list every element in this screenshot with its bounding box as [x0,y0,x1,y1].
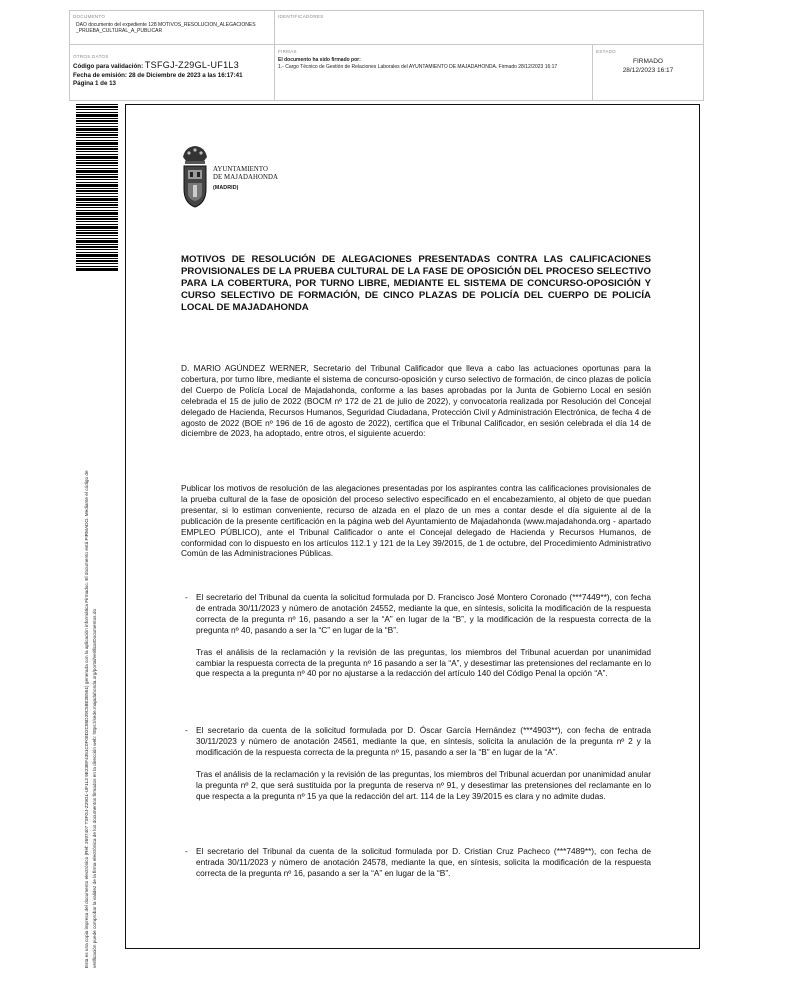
side-verification-text-2: verificación puede comprobar la validez de la firma electrónica de los documentos firmados en la dirección web: https://sede.majadahonda.org/portal/verificarDocumentos.do [92,608,97,968]
certification-paragraph: D. MARIO AGÚNDEZ WERNER, Secretario del Tribunal Calificador que lleva a cabo las actuaciones oportunas para la cobertura, por turno libre, mediante el sistema de concurso-oposición y curso selectivo de formación, de cinco plazas de policía del Cuerpo de Policía Local de Majadahonda, conforme a las bases aprobadas por la Junta de Gobierno Local en sesión celebrada el 15 de julio de 2022 (BOCM nº 172 de 21 de julio de 2022), y convocatoria realizada por Resolución del Concejal delegado de Hacienda, Recursos Humanos, Seguridad Ciudadana, Protección Civil y Administración Electrónica, de fecha 4 de agosto de 2022 (BOE nº 196 de 16 de agosto de 2022), certifica que el Tribunal Calificador, en sesión celebrada el día 14 de diciembre de 2023, ha adoptado, entre otros, el siguiente acuerdo: [181,363,651,439]
list-item-dash: - [185,592,188,602]
header-identificadores-box [274,10,704,45]
estado-date: 28/12/2023 16:17 [622,67,674,74]
firmas-label: FIRMAS [278,49,297,54]
document-title: MOTIVOS DE RESOLUCIÓN DE ALEGACIONES PRESENTADAS CONTRA LAS CALIFICACIONES PROVISIONALES DE LA PRUEBA CULTURAL DE LA FASE DE OPOSICIÓN DEL PROCESO SELECTIVO PARA LA COBERTURA, POR TURNO LIBRE, MEDIANTE EL SISTEMA DE CONCURSO-OPOSICIÓN Y CURSO SELECTIVO DE FORMACIÓN, DE CINCO PLAZAS DE POLICÍA DEL CUERPO DE POLICÍA LOCAL DE MAJADAHONDA [181,254,651,313]
list-item-resolution: Tras el análisis de la reclamación y la revisión de las preguntas, los miembros del Tribunal acuerdan por unanimidad cambiar la respuesta correcta de la pregunta nº 16 pasando a ser la “A”, y desestimar las pretensiones del reclamante en lo que respecta a la pregunta nº 40 por no ajustarse a la redacción del artículo 140 del Código Penal la opción “A”. [196,646,651,679]
list-item [181,725,651,801]
logo-line-3: (MADRID) [213,185,239,191]
estado-value: FIRMADO [633,58,663,65]
side-verification-text-1: Esta es una copia impresa del documento electrónico (Ref: 2697407 TSFGJ-Z29GL-UF1L3 9E23EF4351C0F08D2C85D29C58E2E551) generada con la aplicación informática Firmadoc. El documento está FIRMADO. Mediante el código de [84,470,89,968]
list-item-dash: - [185,846,188,856]
list-item [181,592,651,679]
otros-datos-label: OTROS DATOS [73,54,109,59]
documento-label: DOCUMENTO [73,14,106,19]
coat-of-arms-icon [180,143,210,210]
list-item [181,846,651,879]
firmas-detail: 1.- Cargo Técnico de Gestión de Relaciones Laborales del AYUNTAMIENTO DE MAJADAHONDA. Firmado 28/12/2023 16:17 [278,64,558,70]
header-firmas-box [274,44,593,101]
list-item-resolution: Tras el análisis de la reclamación y la revisión de las preguntas, los miembros del Tribunal acuerdan por unanimidad anular la pregunta nº 2, que será sustituida por la pregunta de reserva nº 91, y desestimar las pretensiones del reclamante en lo que respecta a la pregunta nº 15 ya que la redacción del art. 114 de la Ley 39/2015 es clara y no admite dudas. [196,768,651,801]
list-item-text: El secretario del Tribunal da cuenta de la solicitud formulada por D. Cristian Cruz Pacheco (***7489**), con fecha de entrada 30/11/2023 y número de anotación 24578, mediante la que, en síntesis, solicita la modificación de la respuesta correcta de la pregunta nº 16, pasando a ser la “A” en lugar de la “B”. [196,846,651,878]
codigo-validacion [73,61,239,71]
logo-line-2: DE MAJADAHONDA [213,174,279,181]
list-item-text: El secretario da cuenta de la solicitud formulada por D. Óscar García Hernández (***4903**), con fecha de entrada 30/11/2023 y número de anotación 24561, mediante la que, en síntesis, solicita la anulación de la pregunta nº 2 y la modificación de la respuesta correcta de la pregunta nº 15, pasando a ser la “B” en lugar de la “A”. [196,725,651,757]
list-item-text: El secretario del Tribunal da cuenta la solicitud formulada por D. Francisco José Montero Coronado (***7449**), con fecha de entrada 30/11/2023 y número de anotación 24552, mediante la que, en síntesis, solicita la modificación de la respuesta correcta de la pregunta nº 16, pasando a ser la “A” en lugar de la “B”, y la modificación de la respuesta correcta de la pregunta nº 40, pasando a ser la “C” en lugar de la “B”. [196,592,651,635]
codigo-validacion-value: TSFGJ-Z29GL-UF1L3 [144,60,239,70]
codigo-validacion-label: Código para validación: [73,63,144,70]
firmas-intro: El documento ha sido firmado por: [278,57,361,63]
fecha-emision: Fecha de emisión: 28 de Diciembre de 2023 a las 16:17:41 [73,72,243,79]
estado-label: ESTADO [596,49,616,54]
agreement-paragraph: Publicar los motivos de resolución de las alegaciones presentadas por los aspirantes contra las calificaciones provisionales de la prueba cultural de la fase de oposición del proceso selectivo especificado en el encabezamiento, al objeto de que puedan presentar, si lo estiman conveniente, recurso de alzada en el plazo de un mes a contar desde el día siguiente al de la publicación de la presente certificación en la página web del Ayuntamiento de Majadahonda (www.majadahonda.org - apartado EMPLEO PÚBLICO), ante el Tribunal Calificador o ante el Concejal delegado de Hacienda y Recursos Humanos, de conformidad con lo dispuesto en los artículos 112.1 y 121 de la Ley 39/2015, de 1 de octubre, del Procedimiento Administrativo Común de las Administraciones Públicas. [181,483,651,559]
documento-value: DAO documento del expediente 128 MOTIVOS_RESOLUCION_ALEGACIONES _PRUEBA_CULTURAL_A_PUBLICAR [76,22,256,34]
identificadores-label: IDENTIFICADORES [278,14,324,19]
logo-line-1: AYUNTAMIENTO [213,166,269,173]
list-item-dash: - [185,725,188,735]
barcode [76,104,118,272]
municipality-logo-text [213,166,278,192]
pagina-number: Página 1 de 13 [73,80,116,87]
